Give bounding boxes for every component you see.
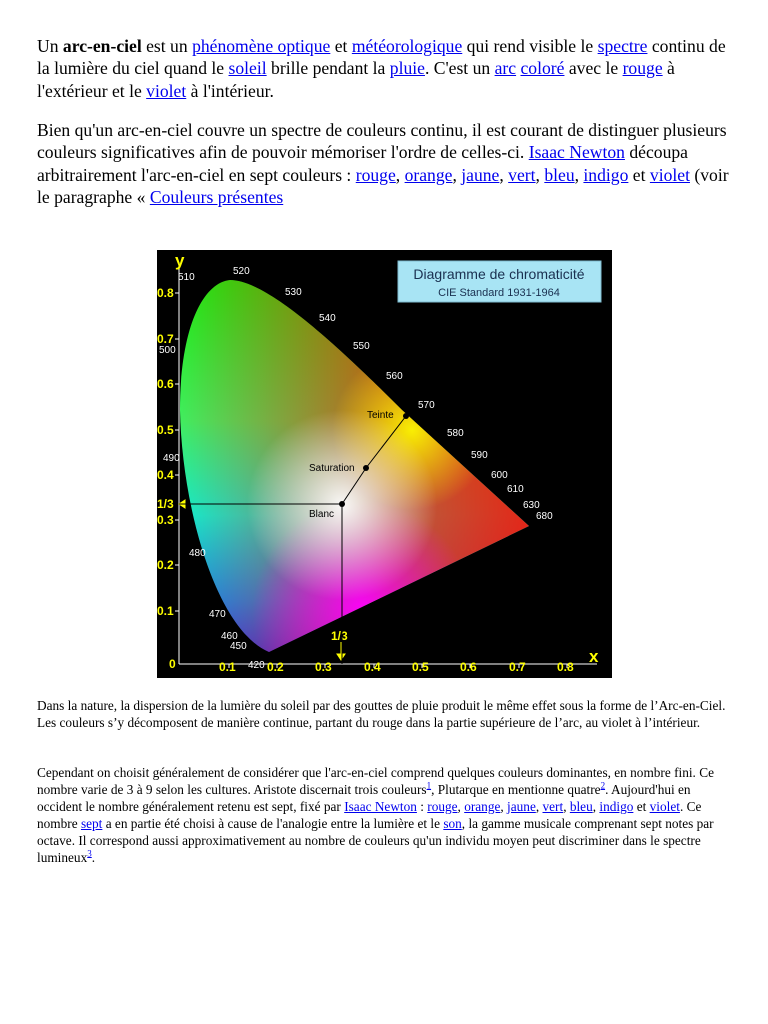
- text: :: [416, 798, 428, 814]
- y-tick: 0.6: [157, 377, 174, 391]
- link-color-vert[interactable]: vert: [508, 164, 536, 185]
- x-tick: 0.1: [219, 660, 236, 674]
- x-tick: 0.7: [509, 660, 526, 674]
- wavelength-label: 540: [319, 313, 336, 324]
- y-tick: 0.4: [157, 468, 174, 482]
- wavelength-label: 560: [386, 371, 403, 382]
- y-tick: 0.2: [157, 558, 174, 572]
- link-isaac-newton[interactable]: Isaac Newton: [528, 142, 625, 163]
- wavelength-label: 420: [248, 660, 265, 671]
- link-violet[interactable]: violet: [146, 80, 187, 101]
- wavelength-label: 470: [209, 609, 226, 620]
- x-tick: 0.4: [364, 660, 381, 674]
- y-tick: 0.1: [157, 604, 174, 618]
- wavelength-label: 520: [233, 266, 250, 277]
- text: à l'extérieur et le: [37, 58, 675, 101]
- link-color-rouge[interactable]: rouge: [355, 164, 396, 185]
- blanc-label: Blanc: [309, 509, 335, 520]
- text: avec le: [564, 58, 623, 79]
- white-point: [339, 501, 345, 507]
- wavelength-label: 680: [536, 511, 553, 522]
- link-color-jaune-2[interactable]: jaune: [507, 798, 536, 814]
- y-tick: 0.7: [157, 332, 174, 346]
- link-meteorologique[interactable]: météorologique: [351, 36, 463, 56]
- link-colore[interactable]: coloré: [520, 58, 565, 79]
- wavelength-label: 570: [418, 400, 435, 411]
- text: et: [633, 798, 650, 814]
- link-color-violet-2[interactable]: violet: [649, 798, 680, 814]
- wavelength-label: 590: [471, 450, 488, 461]
- text: . C'est un: [424, 58, 495, 79]
- text: , la gamme musicale comprenant sept notes par octave. Il correspond aussi approximativement au nombre de couleurs qu'un individu moyen peut discriminer dans le spectre lumineux: [37, 815, 714, 865]
- link-color-vert-2[interactable]: vert: [542, 798, 564, 814]
- dominant-colors-paragraph: [37, 765, 737, 866]
- text: a en partie été choisi à cause de l'analogie entre la lumière et le: [102, 815, 444, 831]
- link-color-bleu-2[interactable]: bleu: [569, 798, 593, 814]
- y-one-third-label: 1/3: [157, 497, 174, 511]
- text: à l'intérieur.: [186, 80, 274, 101]
- wavelength-label: 580: [447, 428, 464, 439]
- text: . Ce nombre: [37, 798, 702, 831]
- link-color-indigo[interactable]: indigo: [583, 164, 629, 185]
- wavelength-label: 550: [353, 341, 370, 352]
- diagram-title: Diagramme de chromaticité: [413, 266, 585, 282]
- wavelength-label: 450: [230, 641, 247, 652]
- link-son[interactable]: son: [443, 815, 462, 831]
- text: ,: [452, 164, 462, 185]
- wavelength-label: 510: [178, 272, 195, 283]
- text: Bien qu'un arc-en-ciel couvre un spectre de couleurs continu, il est courant de distinguer plusieurs couleurs significatives afin de pouvoir mémoriser l'ordre de celles-ci.: [37, 120, 727, 163]
- wavelength-label: 500: [159, 345, 176, 356]
- diagram-svg: [157, 250, 612, 678]
- link-color-violet[interactable]: violet: [649, 164, 690, 185]
- link-color-jaune[interactable]: jaune: [461, 164, 500, 185]
- text: ,: [563, 798, 570, 814]
- text: ,: [535, 164, 545, 185]
- link-color-bleu[interactable]: bleu: [544, 164, 575, 185]
- text: et: [330, 36, 352, 56]
- nature-paragraph: Dans la nature, la dispersion de la lumière du soleil par des gouttes de pluie produit le même effet sous la forme de l’Arc-en-Ciel. Les couleurs s’y décomposent de manière continue, partant du rouge dans la partie supérieure de l’arc, au violet à l’intérieur.: [37, 698, 726, 730]
- text: ,: [499, 164, 509, 185]
- text: ,: [574, 164, 584, 185]
- text: qui rend visible le: [462, 36, 598, 56]
- diagram-subtitle: CIE Standard 1931-1964: [438, 287, 560, 299]
- saturation-label: Saturation: [309, 463, 355, 474]
- text: ,: [500, 798, 508, 814]
- link-color-indigo-2[interactable]: indigo: [599, 798, 634, 814]
- wavelength-label: 530: [285, 287, 302, 298]
- link-arc[interactable]: arc: [494, 58, 517, 79]
- text: , Plutarque en mentionne quatre: [431, 781, 601, 797]
- text: ,: [395, 164, 405, 185]
- x-tick: 0.3: [315, 660, 332, 674]
- link-isaac-newton-2[interactable]: Isaac Newton: [344, 798, 417, 814]
- text: continu de la lumière du ciel quand le: [37, 36, 726, 79]
- link-soleil[interactable]: soleil: [228, 58, 267, 79]
- link-couleurs-presentes[interactable]: Couleurs présentes: [149, 187, 284, 208]
- link-rouge[interactable]: rouge: [622, 58, 663, 79]
- wavelength-label: 490: [163, 453, 180, 464]
- wavelength-label: 460: [221, 631, 238, 642]
- colors-paragraph: [37, 119, 737, 209]
- text: . Aujourd'hui en occident le nombre généralement retenu est sept, fixé par: [37, 781, 691, 814]
- y-axis-label: y: [175, 251, 185, 270]
- text: Un: [37, 36, 63, 56]
- text: découpa arbitrairement l'arc-en-ciel en sept couleurs :: [37, 142, 688, 185]
- teinte-label: Teinte: [367, 410, 394, 421]
- link-color-orange-2[interactable]: orange: [464, 798, 501, 814]
- text: ,: [535, 798, 543, 814]
- text: ,: [457, 798, 465, 814]
- text: brille pendant la: [266, 58, 390, 79]
- reference-1[interactable]: 1: [426, 780, 432, 791]
- text: .: [91, 849, 96, 865]
- x-tick: 0.8: [557, 660, 574, 674]
- x-tick: 0.2: [267, 660, 284, 674]
- y-tick: 0.3: [157, 513, 174, 527]
- x-axis-label: x: [589, 647, 599, 666]
- x-one-third-label: 1/3: [331, 629, 348, 643]
- reference-3[interactable]: 3: [87, 848, 92, 859]
- link-color-rouge-2[interactable]: rouge: [427, 798, 458, 814]
- y-tick: 0.5: [157, 423, 174, 437]
- intro-paragraph: [37, 35, 737, 102]
- text: ,: [592, 798, 600, 814]
- y-tick: 0.8: [157, 286, 174, 300]
- x-tick: 0.6: [460, 660, 477, 674]
- hue-point: [403, 413, 409, 419]
- text: et: [628, 164, 650, 185]
- saturation-point: [363, 465, 369, 471]
- wavelength-label: 610: [507, 484, 524, 495]
- link-color-orange[interactable]: orange: [404, 164, 453, 185]
- wavelength-label: 480: [189, 548, 206, 559]
- text: (voir le paragraphe «: [37, 164, 729, 208]
- link-phenomene-optique[interactable]: phénomène optique: [192, 36, 331, 56]
- cie-chromaticity-diagram: [157, 250, 612, 678]
- link-pluie[interactable]: pluie: [389, 58, 425, 79]
- link-sept[interactable]: sept: [80, 815, 103, 831]
- link-spectre[interactable]: spectre: [597, 36, 648, 56]
- bold-term: arc-en-ciel: [62, 36, 142, 56]
- origin-label: 0: [169, 657, 176, 671]
- text: est un: [141, 36, 193, 56]
- text: Cependant on choisit généralement de considérer que l'arc-en-ciel comprend quelques couleurs dominantes, en nombre fini. Ce nombre varie de 3 à 9 selon les cultures. Aristote discernait trois couleurs: [37, 765, 714, 797]
- reference-2[interactable]: 2: [600, 780, 606, 791]
- wavelength-label: 600: [491, 470, 508, 481]
- x-tick: 0.5: [412, 660, 429, 674]
- wavelength-label: 630: [523, 500, 540, 511]
